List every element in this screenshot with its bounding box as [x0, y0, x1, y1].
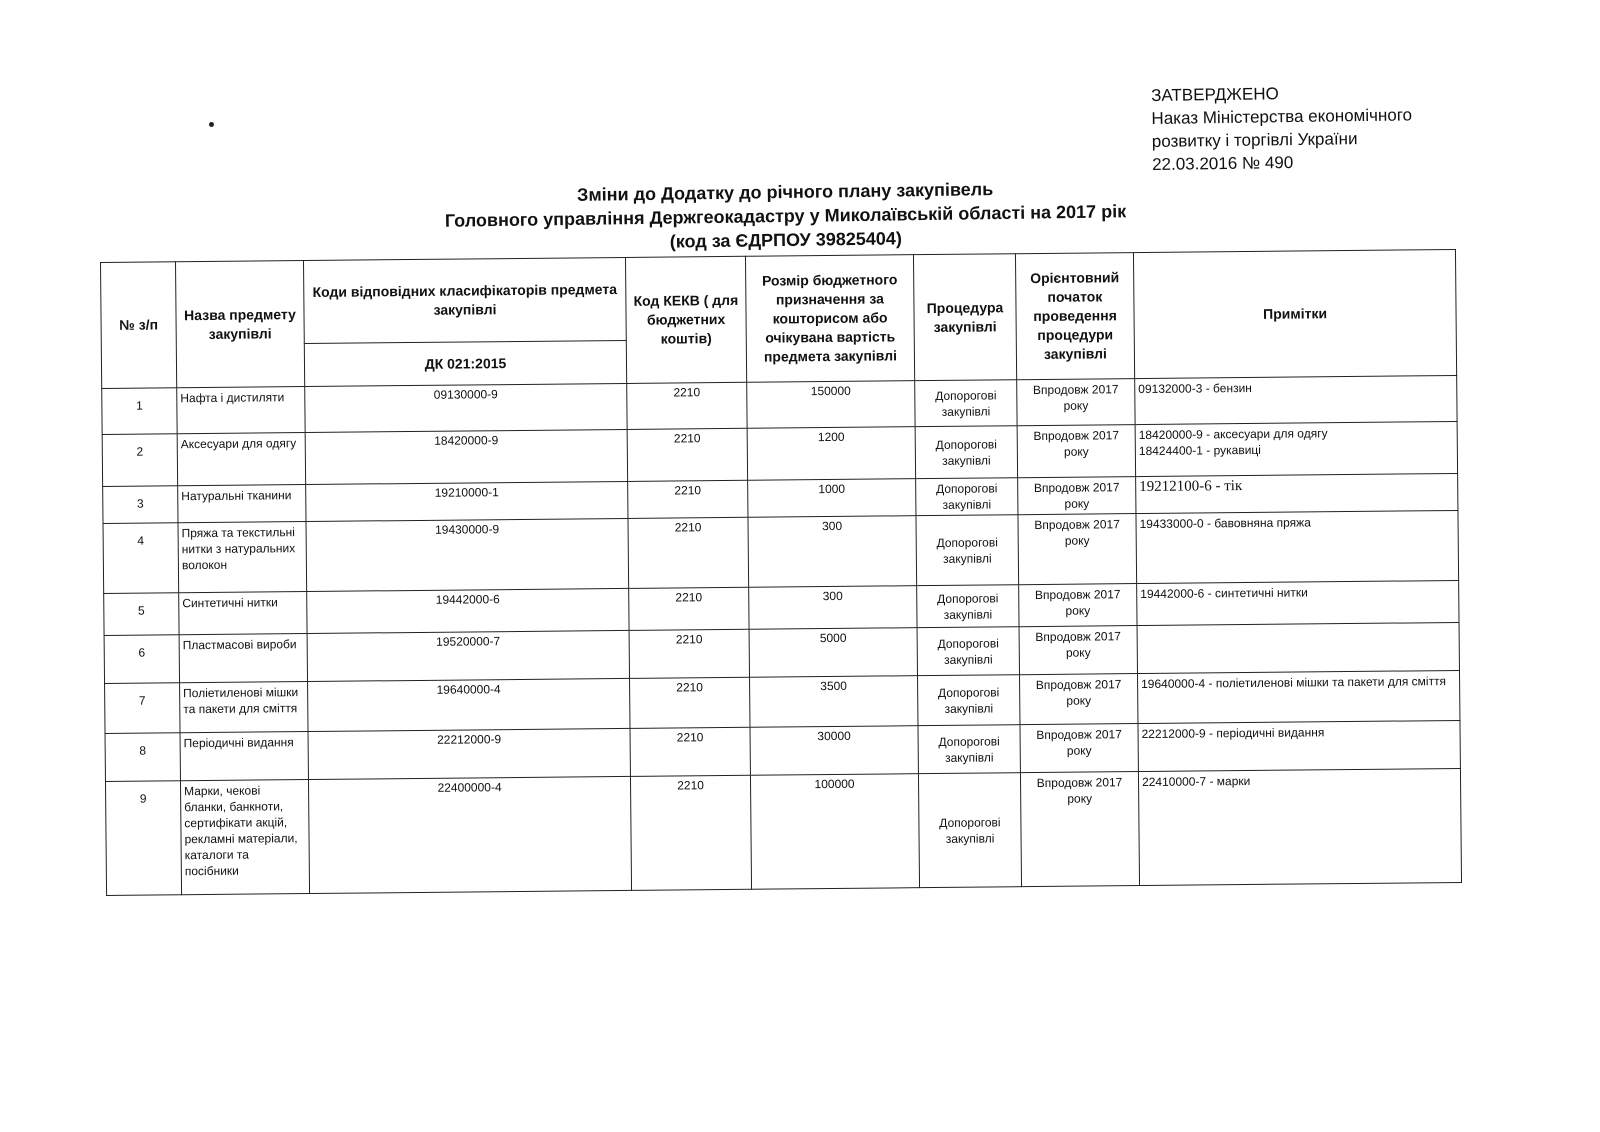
cell-procedure: Допорогові закупівлі [916, 515, 1019, 586]
note-line-2: 18424400-1 - рукавиці [1138, 442, 1262, 459]
cell-amount: 5000 [749, 628, 917, 678]
cell-amount: 300 [748, 516, 917, 588]
cell-amount: 3500 [750, 676, 918, 728]
approval-stamp [1151, 80, 1413, 176]
cell-note [1137, 580, 1459, 625]
cell-amount: 300 [749, 586, 917, 630]
note-line-1: 19442000-6 - синтетичні нитки [1140, 585, 1308, 602]
approval-line-4: 22.03.2016 № 490 [1151, 153, 1294, 174]
note-line-1: 19433000-0 - бавовняна пряжа [1139, 515, 1311, 532]
note-line-2 [1141, 625, 1456, 628]
cell-code: 09130000-9 [305, 383, 627, 432]
cell-amount: 100000 [750, 774, 919, 890]
cell-num: 1 [102, 388, 177, 435]
note-line-1: 22410000-7 - марки [1141, 773, 1251, 790]
cell-name: Періодичні видання [180, 732, 308, 781]
cell-procedure: Допорогові закупівлі [915, 426, 1017, 479]
cell-name: Синтетичні нитки [179, 592, 307, 635]
approval-line-1: ЗАТВЕРДЖЕНО [1151, 84, 1279, 105]
note-line-1: 19640000-4 - поліетиленові мішки та пакети для сміття [1141, 674, 1447, 692]
cell-name: Поліетиленові мішки та пакети для сміття [180, 682, 308, 733]
procurement-table-wrap [100, 249, 1462, 896]
cell-name: Натуральні тканини [178, 485, 306, 523]
cell-note [1137, 622, 1459, 673]
note-line-1 [1141, 625, 1456, 628]
table-row [105, 768, 1461, 895]
cell-code: 18420000-9 [305, 429, 627, 484]
cell-kekv: 2210 [627, 428, 747, 481]
cell-code: 19520000-7 [307, 630, 629, 681]
cell-start: Впродовж 2017 року [1020, 772, 1139, 887]
cell-kekv: 2210 [630, 775, 751, 890]
note-line-1: 19212100-6 - тік [1139, 478, 1243, 496]
cell-num: 7 [105, 683, 180, 734]
cell-kekv: 2210 [628, 480, 748, 518]
cell-num: 3 [103, 486, 178, 524]
cell-start: Впродовж 2017 року [1017, 379, 1135, 426]
cell-note [1137, 670, 1459, 723]
cell-kekv: 2210 [630, 677, 750, 728]
cell-amount: 1000 [748, 479, 916, 518]
header-budget: Розмір бюджетного призначення за кошторисом або очікувана вартість предмета закупівлі [745, 255, 914, 383]
approval-line-2: Наказ Міністерства економічного [1151, 105, 1413, 128]
cell-note [1138, 720, 1460, 771]
cell-kekv: 2210 [627, 382, 747, 429]
note-line-1: 18420000-9 - аксесуари для одягу [1138, 426, 1328, 443]
cell-kekv: 2210 [629, 629, 749, 678]
cell-procedure: Допорогові закупівлі [915, 380, 1017, 427]
cell-kekv: 2210 [629, 587, 749, 630]
title-line-3: (код за ЄДРПОУ 39825404) [669, 228, 902, 252]
cell-start: Впродовж 2017 року [1020, 674, 1138, 725]
cell-procedure: Допорогові закупівлі [918, 725, 1020, 774]
cell-code: 19210000-1 [306, 481, 628, 521]
note-line-1: 09132000-3 - бензин [1138, 380, 1252, 397]
table-row [103, 510, 1459, 593]
header-num: № з/п [101, 262, 177, 389]
header-row [101, 249, 1457, 345]
cell-num: 8 [105, 733, 180, 782]
cell-amount: 1200 [747, 427, 915, 481]
note-line-1: 22212000-9 - періодичні видання [1141, 725, 1325, 742]
title-line-2: Головного управління Держгеокадастру у Миколаївській області на 2017 рік [444, 201, 1127, 231]
cell-note [1136, 473, 1458, 513]
cell-note [1136, 510, 1459, 583]
cell-name: Пластмасові вироби [179, 634, 307, 683]
cell-note [1135, 421, 1457, 476]
cell-name: Нафта і дистиляти [177, 387, 305, 434]
title-line-1: Зміни до Додатку до річного плану закупівель [576, 179, 994, 205]
cell-name: Аксесуари для одягу [177, 433, 305, 486]
cell-note [1138, 768, 1461, 885]
cell-code: 19442000-6 [307, 588, 629, 633]
cell-code: 19430000-9 [306, 518, 629, 591]
document-title [400, 175, 1171, 258]
header-name: Назва предмету закупівлі [176, 261, 305, 388]
header-notes: Примітки [1133, 249, 1456, 378]
cell-num: 6 [104, 635, 179, 684]
approval-line-3: розвитку і торгівлі України [1151, 129, 1358, 151]
cell-start: Впродовж 2017 року [1020, 724, 1138, 773]
cell-start: Впродовж 2017 року [1019, 584, 1137, 627]
cell-name: Марки, чекові бланки, банкноти, сертифікати акцій, рекламні матеріали, каталоги та посібники [180, 780, 309, 895]
cell-kekv: 2210 [628, 517, 749, 588]
header-start: Орієнтовний початок проведення процедури закупівлі [1015, 253, 1134, 380]
cell-num: 5 [104, 593, 179, 636]
cell-name: Пряжа та текстильні нитки з натуральних волокон [178, 522, 307, 593]
cell-code: 22400000-4 [308, 776, 631, 893]
cell-procedure: Допорогові закупівлі [916, 478, 1018, 516]
cell-start: Впродовж 2017 року [1017, 425, 1135, 478]
header-codes: Коди відповідних класифікаторів предмета закупівлі [303, 257, 626, 343]
cell-procedure: Допорогові закупівлі [918, 675, 1020, 726]
cell-note [1135, 375, 1457, 424]
cell-procedure: Допорогові закупівлі [918, 773, 1021, 888]
procurement-table [100, 249, 1462, 896]
cell-amount: 30000 [750, 726, 918, 776]
cell-procedure: Допорогові закупівлі [917, 627, 1019, 676]
cell-num: 2 [102, 434, 177, 487]
scan-speck [209, 122, 214, 127]
cell-kekv: 2210 [630, 727, 750, 776]
cell-procedure: Допорогові закупівлі [917, 585, 1019, 628]
cell-code: 19640000-4 [308, 678, 630, 731]
cell-code: 22212000-9 [308, 728, 630, 779]
cell-amount: 150000 [747, 381, 915, 429]
header-kekv: Код КЕКВ ( для бюджетних коштів) [625, 256, 746, 383]
cell-num: 9 [105, 781, 181, 896]
cell-start: Впродовж 2017 року [1018, 514, 1137, 585]
cell-start: Впродовж 2017 року [1018, 477, 1136, 515]
cell-num: 4 [103, 523, 179, 594]
cell-start: Впродовж 2017 року [1019, 626, 1137, 675]
header-codes-sub: ДК 021:2015 [304, 340, 626, 386]
header-procedure: Процедура закупівлі [913, 254, 1016, 381]
